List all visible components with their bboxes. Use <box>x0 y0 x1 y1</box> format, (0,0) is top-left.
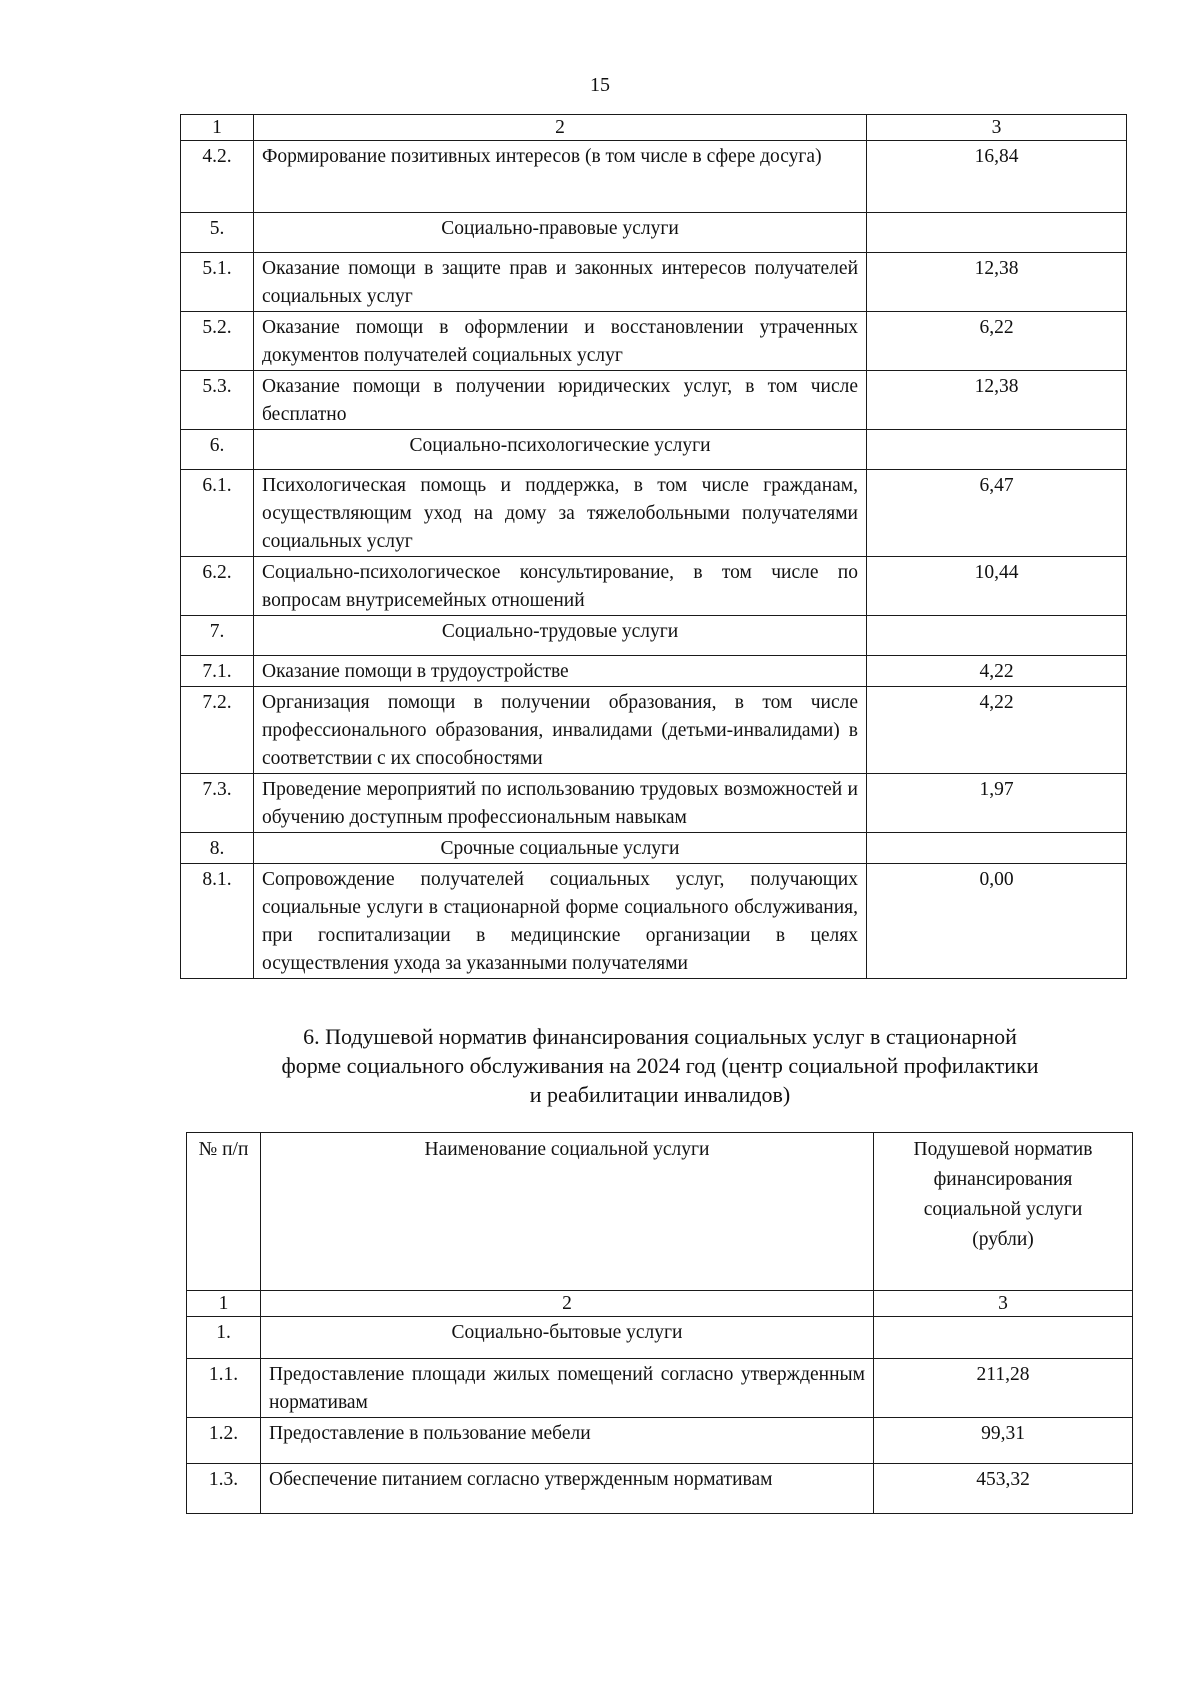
column-number: 3 <box>867 115 1127 141</box>
service-value: 12,38 <box>867 371 1127 430</box>
service-name: Организация помощи в получении образования, в том числе профессионального образования, инвалидами (детьми-инвалидами) в соответствии с их способностями <box>254 687 867 774</box>
header-value: Подушевой норматив финансирования социальной услуги (рубли) <box>874 1133 1133 1291</box>
service-name: Психологическая помощь и поддержка, в том числе гражданам, осуществляющим уход на дому за тяжелобольными получателями социальных услуг <box>254 470 867 557</box>
section-heading: Социально-бытовые услуги <box>261 1317 874 1359</box>
service-value <box>867 213 1127 253</box>
table-row <box>181 656 1127 687</box>
table-row <box>187 1418 1133 1464</box>
service-name: Оказание помощи в трудоустройстве <box>254 656 867 687</box>
header-num: № п/п <box>187 1133 261 1291</box>
service-name: Формирование позитивных интересов (в том числе в сфере досуга) <box>254 141 867 213</box>
section-6-title <box>210 1022 1110 1109</box>
table-row <box>181 312 1127 371</box>
service-value <box>867 616 1127 656</box>
section-title-line: 6. Подушевой норматив финансирования социальных услуг в стационарной <box>303 1024 1017 1049</box>
service-value: 4,22 <box>867 687 1127 774</box>
service-name: Социально-психологическое консультирование, в том числе по вопросам внутрисемейных отношений <box>254 557 867 616</box>
row-number: 7.3. <box>181 774 254 833</box>
service-value: 1,97 <box>867 774 1127 833</box>
column-number: 2 <box>254 115 867 141</box>
row-number: 1.2. <box>187 1418 261 1464</box>
service-value <box>874 1317 1133 1359</box>
services-table-section-6 <box>186 1132 1133 1514</box>
column-number: 1 <box>181 115 254 141</box>
service-value <box>867 833 1127 864</box>
service-value: 0,00 <box>867 864 1127 979</box>
section-row <box>181 833 1127 864</box>
table-row <box>181 141 1127 213</box>
table-row <box>181 470 1127 557</box>
service-name: Оказание помощи в защите прав и законных интересов получателей социальных услуг <box>254 253 867 312</box>
row-number: 5. <box>181 213 254 253</box>
section-row <box>181 430 1127 470</box>
column-number: 3 <box>874 1291 1133 1317</box>
section-heading: Социально-трудовые услуги <box>254 616 867 656</box>
page-number: 15 <box>590 74 610 96</box>
service-name: Сопровождение получателей социальных услуг, получающих социальные услуги в стационарной форме социального обслуживания, при госпитализации в медицинские организации в целях осуществления ухода за указанными получателями <box>254 864 867 979</box>
table-header-row <box>187 1133 1133 1291</box>
section-heading: Социально-психологические услуги <box>254 430 867 470</box>
table-row <box>181 371 1127 430</box>
service-value: 99,31 <box>874 1418 1133 1464</box>
section-row <box>187 1317 1133 1359</box>
row-number: 5.3. <box>181 371 254 430</box>
column-number-row <box>181 115 1127 141</box>
row-number: 5.2. <box>181 312 254 371</box>
service-value: 16,84 <box>867 141 1127 213</box>
service-value: 211,28 <box>874 1359 1133 1418</box>
table-row <box>181 774 1127 833</box>
row-number: 7.2. <box>181 687 254 774</box>
service-name: Предоставление в пользование мебели <box>261 1418 874 1464</box>
row-number: 8. <box>181 833 254 864</box>
service-name: Оказание помощи в получении юридических услуг, в том числе бесплатно <box>254 371 867 430</box>
service-name: Предоставление площади жилых помещений согласно утвержденным нормативам <box>261 1359 874 1418</box>
section-heading: Социально-правовые услуги <box>254 213 867 253</box>
row-number: 1.1. <box>187 1359 261 1418</box>
row-number: 1.3. <box>187 1464 261 1514</box>
row-number: 7.1. <box>181 656 254 687</box>
service-name: Обеспечение питанием согласно утвержденным нормативам <box>261 1464 874 1514</box>
row-number: 6.2. <box>181 557 254 616</box>
section-row <box>181 616 1127 656</box>
service-value: 4,22 <box>867 656 1127 687</box>
row-number: 4.2. <box>181 141 254 213</box>
row-number: 5.1. <box>181 253 254 312</box>
row-number: 7. <box>181 616 254 656</box>
section-title-line: форме социального обслуживания на 2024 год (центр социальной профилактики <box>281 1053 1039 1078</box>
section-heading: Срочные социальные услуги <box>254 833 867 864</box>
table-row <box>181 253 1127 312</box>
row-number: 6.1. <box>181 470 254 557</box>
services-table-continued <box>180 114 1127 979</box>
service-value <box>867 430 1127 470</box>
service-name: Проведение мероприятий по использованию трудовых возможностей и обучению доступным профессиональным навыкам <box>254 774 867 833</box>
table-row <box>181 687 1127 774</box>
column-number: 1 <box>187 1291 261 1317</box>
service-value: 6,22 <box>867 312 1127 371</box>
column-number: 2 <box>261 1291 874 1317</box>
row-number: 1. <box>187 1317 261 1359</box>
service-value: 12,38 <box>867 253 1127 312</box>
service-value: 453,32 <box>874 1464 1133 1514</box>
row-number: 8.1. <box>181 864 254 979</box>
table-row <box>187 1359 1133 1418</box>
service-value: 6,47 <box>867 470 1127 557</box>
table-row <box>181 557 1127 616</box>
service-value: 10,44 <box>867 557 1127 616</box>
table-row <box>181 864 1127 979</box>
row-number: 6. <box>181 430 254 470</box>
section-row <box>181 213 1127 253</box>
table-row <box>187 1464 1133 1514</box>
section-title-line: и реабилитации инвалидов) <box>529 1082 791 1107</box>
column-number-row <box>187 1291 1133 1317</box>
service-name: Оказание помощи в оформлении и восстановлении утраченных документов получателей социальных услуг <box>254 312 867 371</box>
header-name: Наименование социальной услуги <box>261 1133 874 1291</box>
